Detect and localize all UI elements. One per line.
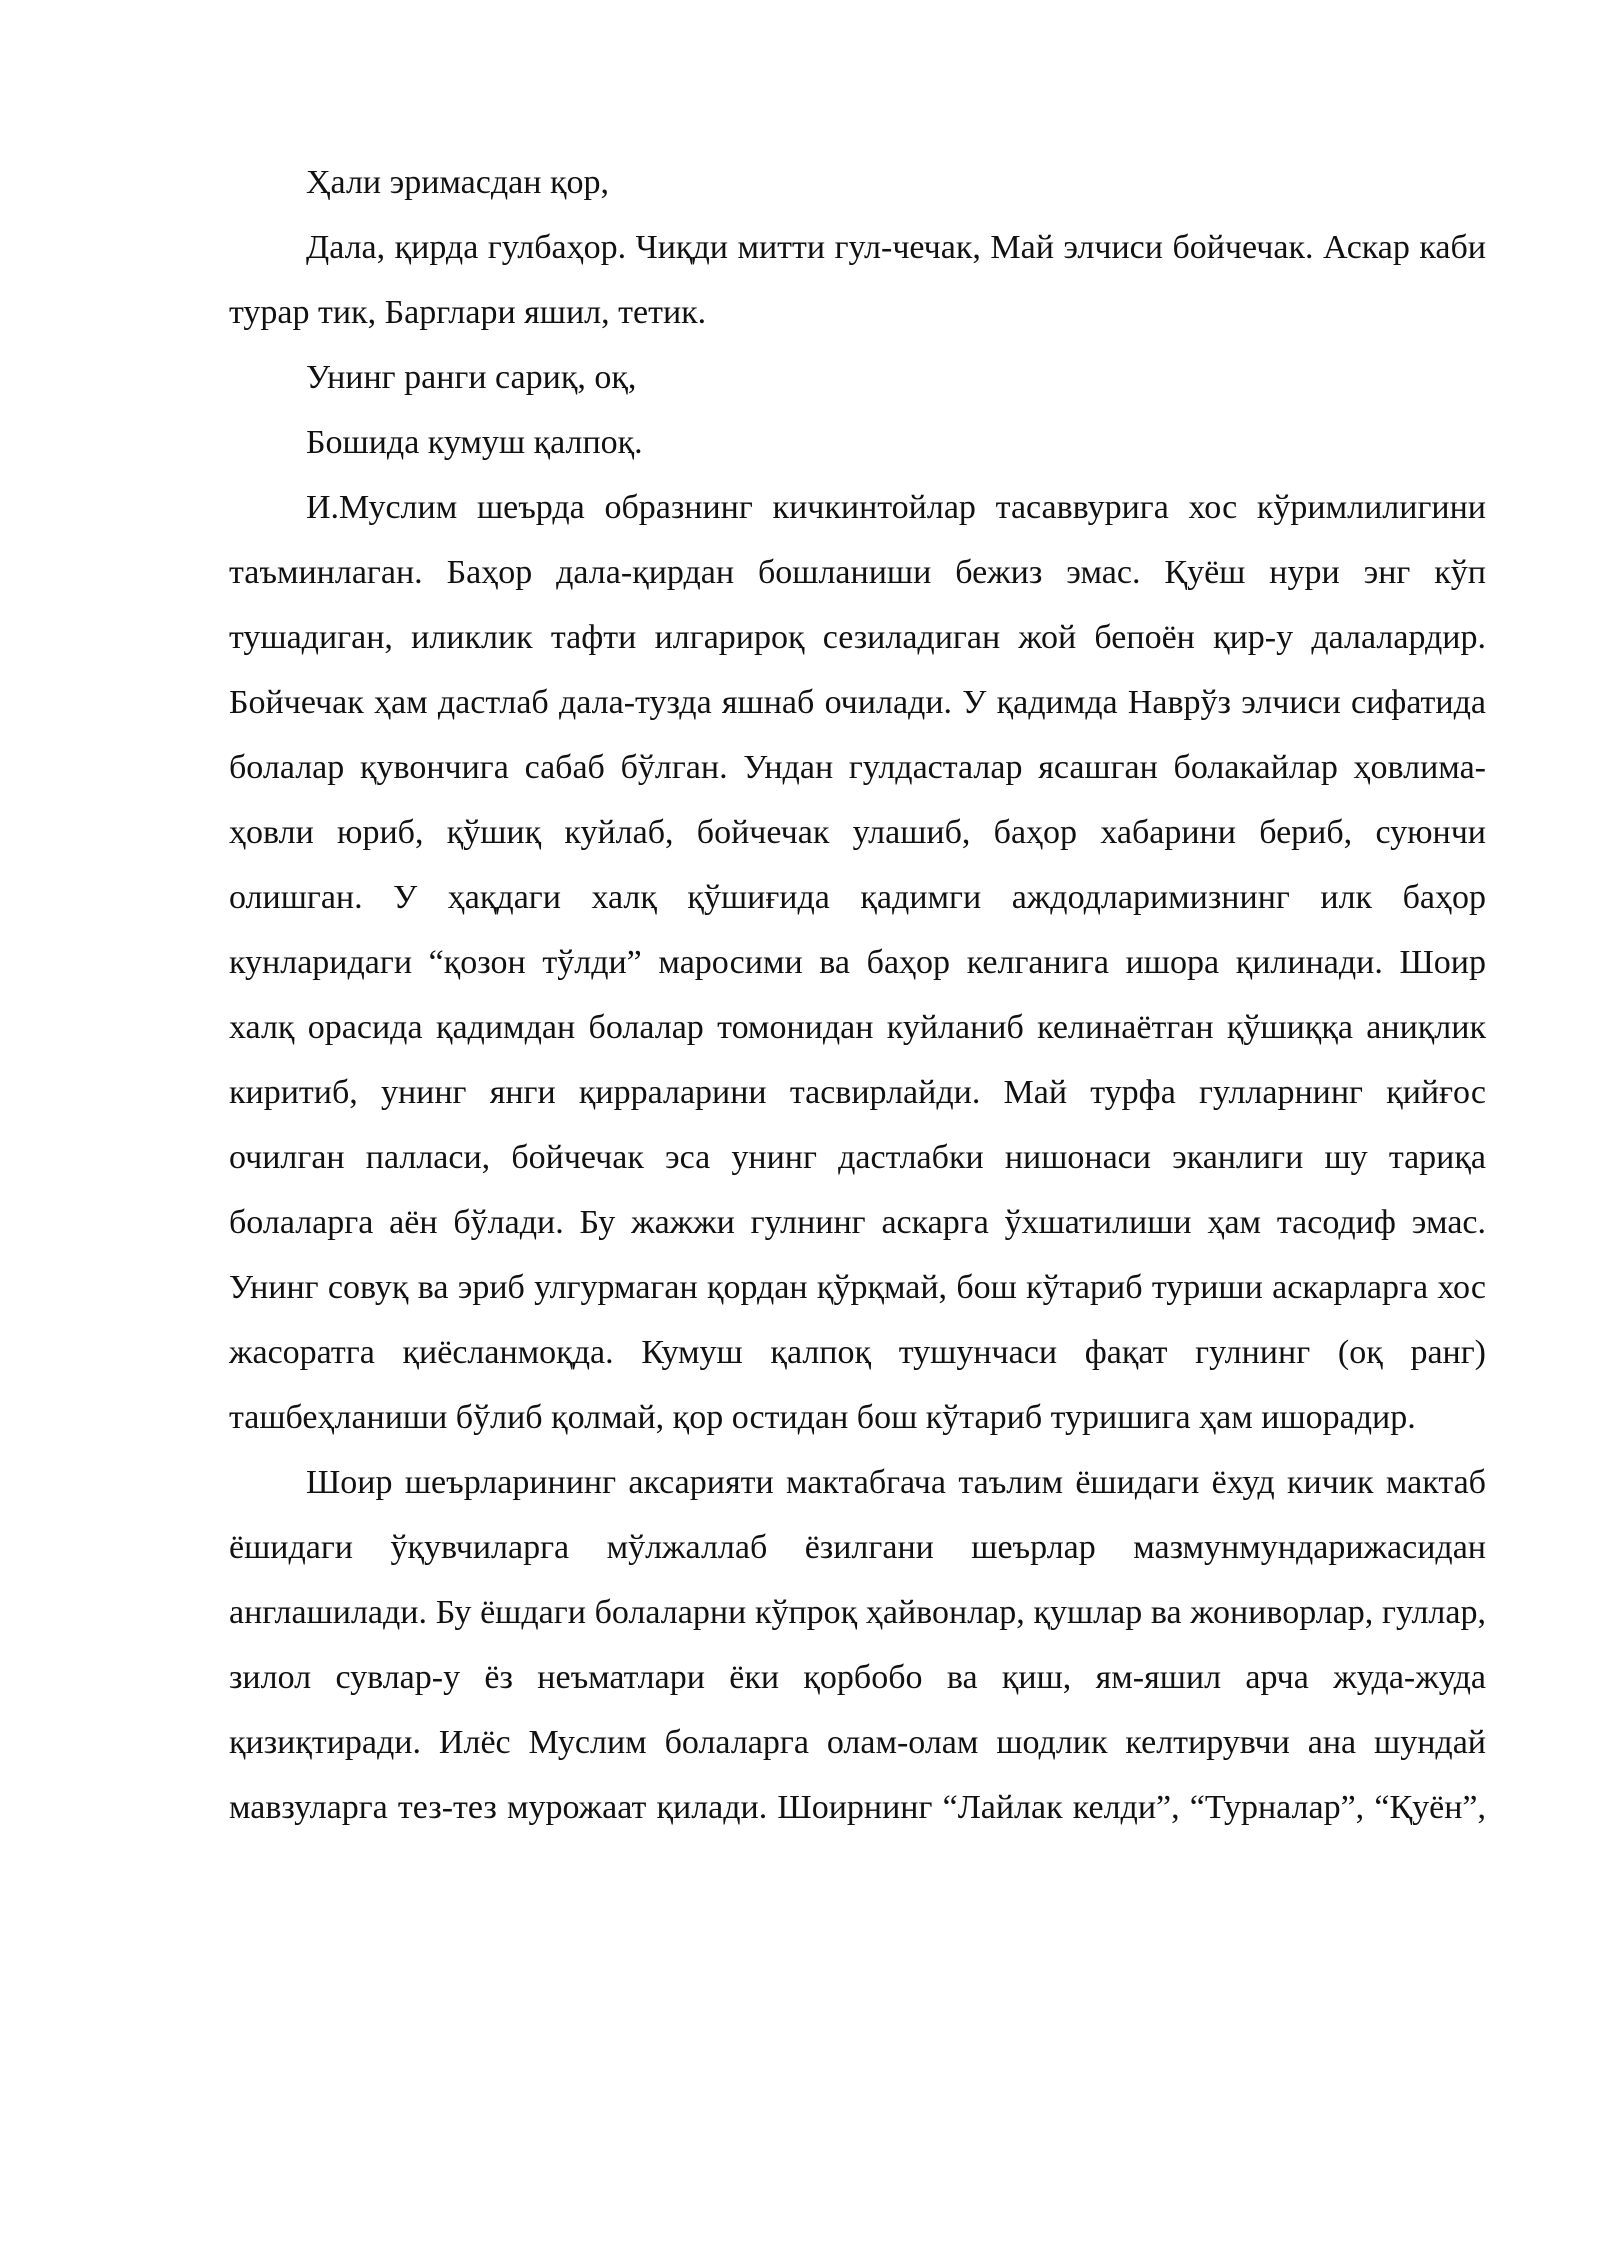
themes-paragraph: Шоир шеърларининг аксарияти мактабгача таълим ёшидаги ёхуд кичик мактаб ёшидаги ўқувчиларга мўлжаллаб ёзилгани шеърлар мазмунмундарижасидан англашилади. Бу ёшдаги болаларни кўпроқ ҳайвонлар, қушлар ва жониворлар, гуллар, зилол сувлар-у ёз неъматлари ёки қорбобо ва қиш, ям-яшил арча жуда-жуда қизиқтиради. Илёс Муслим болаларга олам-олам шодлик келтирувчи ана шундай мавзуларга тез-тез мурожаат қилади. Шоирнинг “Лайлак келди”, “Турналар”, “Қуён”, [229, 1464, 1486, 1826]
poem-stanza: Дала, қирда гулбаҳор. Чиқди митти гул-чечак, Май элчиси бойчечак. Аскар каби турар тик, Барглари яшил, тетик. [229, 229, 1486, 331]
poem-line-3: Унинг ранги сариқ, оқ, [306, 359, 637, 396]
analysis-paragraph: И.Муслим шеърда образнинг кичкинтойлар тасаввурига хос кўримлилигини таъминлаган. Баҳор дала-қирдан бошланиши бежиз эмас. Қуёш нури энг кўп тушадиган, иликлик тафти илгарироқ сезиладиган жой бепоён қир-у далалардир. Бойчечак ҳам дастлаб дала-тузда яшнаб очилади. У қадимда Наврўз элчиси сифатида болалар қувончига сабаб бўлган. Ундан гулдасталар ясашган болакайлар ҳовлима-ҳовли юриб, қўшиқ куйлаб, бойчечак улашиб, баҳор хабарини бериб, суюнчи олишган. У ҳақдаги халқ қўшиғида қадимги аждодларимизнинг илк баҳор кунларидаги “қозон тўлди” маросими ва баҳор келганига ишора қилинади. Шоир халқ орасида қадимдан болалар томонидан куйланиб келинаётган қўшиққа аниқлик киритиб, унинг янги қирраларини тасвирлайди. Май турфа гулларнинг қийғос очилган палласи, бойчечак эса унинг дастлабки нишонаси эканлиги шу тариқа болаларга аён бўлади. Бу жажжи гулнинг аскарга ўхшатилиши ҳам тасодиф эмас. Унинг совуқ ва эриб улгурмаган қордан қўрқмай, бош кўтариб туриши аскарларга хос жасоратга қиёсланмоқда. Кумуш қалпоқ тушунчаси фақат гулнинг (оқ ранг) ташбеҳланиши бўлиб қолмай, қор остидан бош кўтариб туришига ҳам ишорадир. [229, 489, 1486, 1436]
poem-line-4: Бошида кумуш қалпоқ. [306, 424, 643, 461]
poem-line-1: Ҳали эримасдан қор, [306, 164, 609, 201]
document-body [229, 150, 1486, 1840]
